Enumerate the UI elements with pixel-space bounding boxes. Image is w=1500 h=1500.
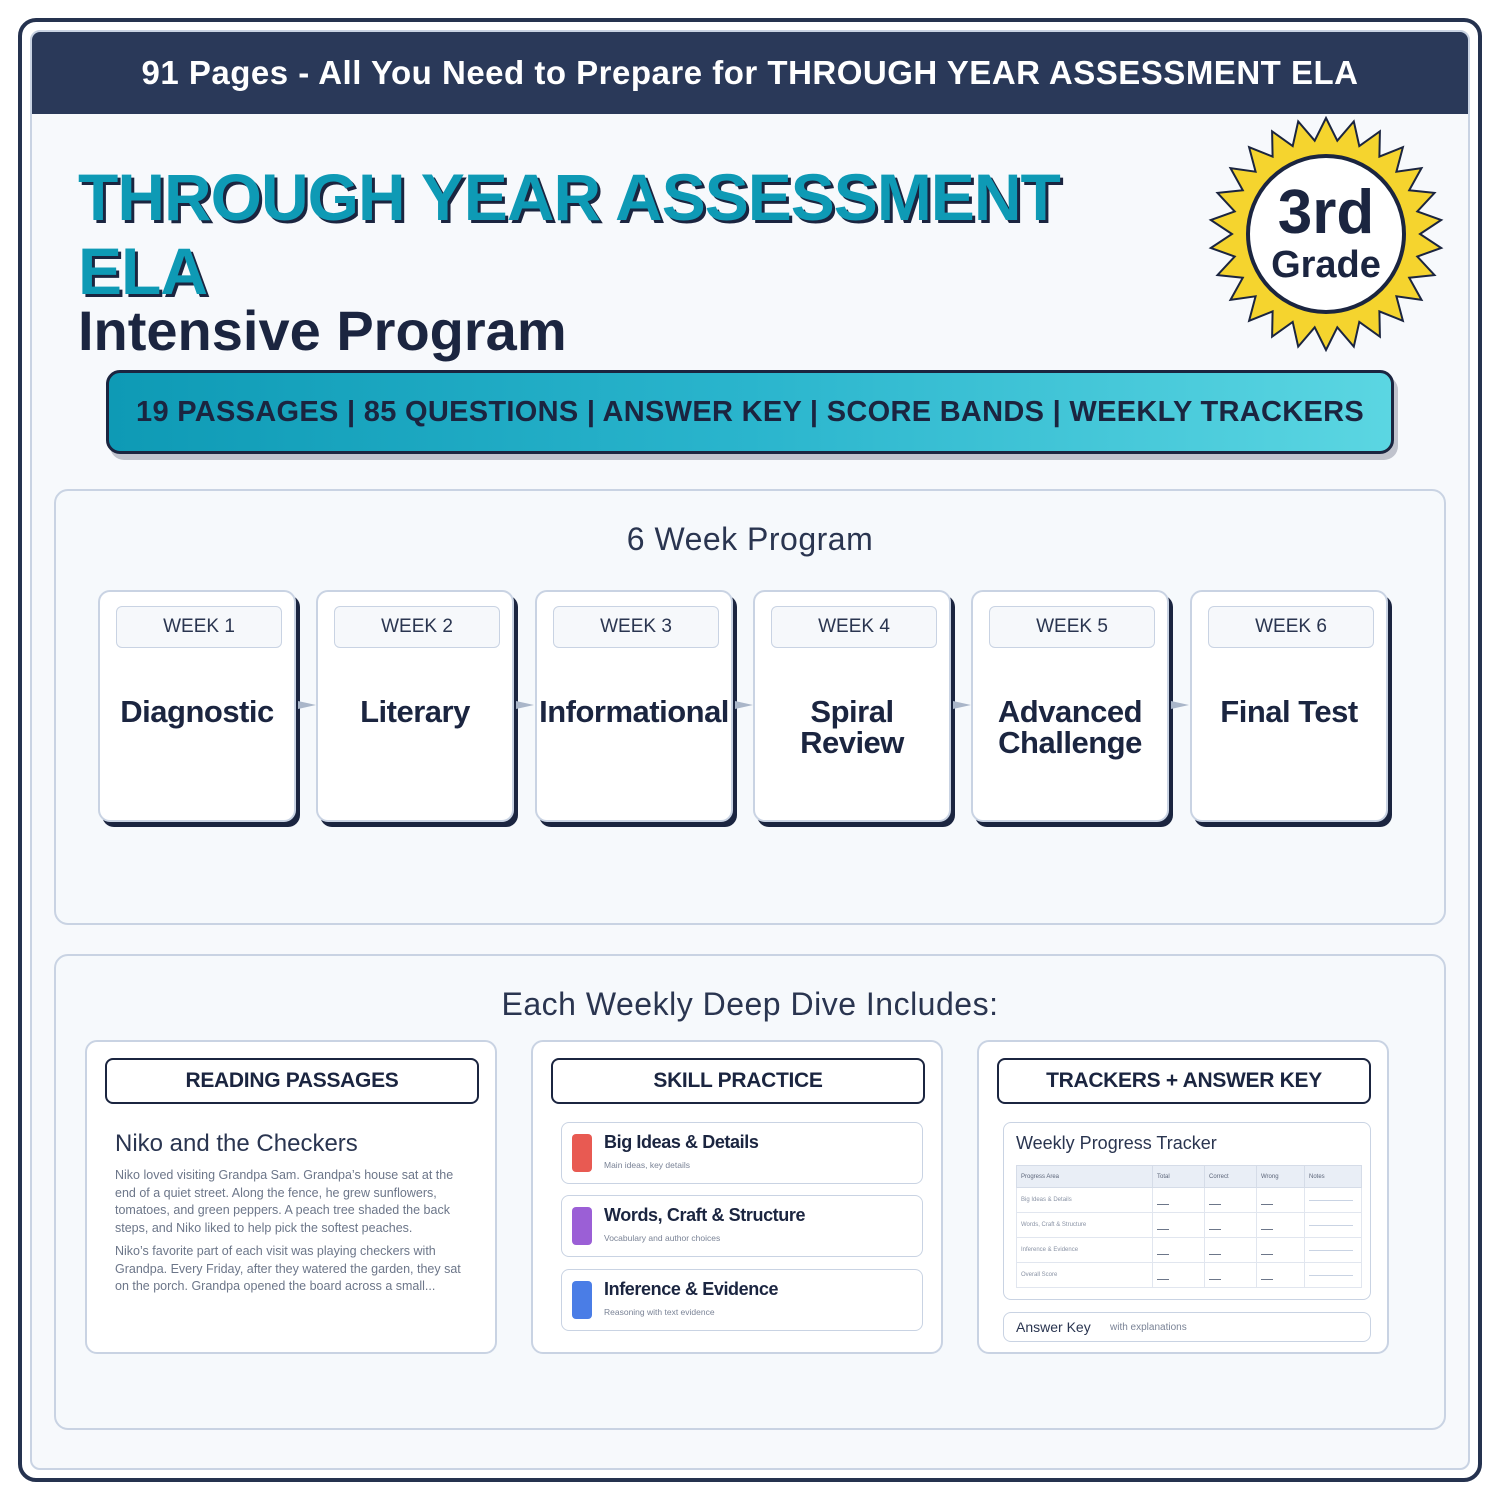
answer-key-row (1003, 1312, 1371, 1342)
week-label: WEEK 3 (553, 606, 719, 648)
skill-name: Big Ideas & Details (604, 1132, 759, 1152)
week-card (1190, 590, 1388, 822)
table-row (1017, 1238, 1362, 1263)
answer-key-subtitle: with explanations (1110, 1322, 1187, 1333)
badge-circle (1246, 154, 1406, 314)
week-name: Literary (360, 694, 470, 729)
features-pill: 19 PASSAGES | 85 QUESTIONS | ANSWER KEY | SCORE BANDS | WEEKLY TRACKERS (106, 370, 1394, 454)
week-label: WEEK 1 (116, 606, 282, 648)
week-card (98, 590, 296, 822)
skill-description: Vocabulary and author choices (604, 1233, 721, 1243)
main-title (78, 160, 1128, 308)
skill-name: Inference & Evidence (604, 1279, 779, 1299)
deep-dive-title: Each Weekly Deep Dive Includes: (501, 986, 999, 1022)
program-title: 6 Week Program (626, 521, 874, 557)
week-card (535, 590, 733, 822)
week-label: WEEK 2 (334, 606, 500, 648)
skill-practice-heading: SKILL PRACTICE (551, 1058, 925, 1104)
skill-color-bar (572, 1207, 592, 1245)
skill-item (561, 1195, 923, 1257)
title-line-2: ELA (78, 234, 207, 308)
table-row (1017, 1263, 1362, 1288)
story-title: Niko and the Checkers (115, 1130, 358, 1157)
week-label: WEEK 4 (771, 606, 937, 648)
row-label: Overall Score (1017, 1263, 1153, 1288)
skill-practice-card (531, 1040, 943, 1354)
tracker-table (1016, 1165, 1362, 1288)
row-label: Inference & Evidence (1017, 1238, 1153, 1263)
row-label: Words, Craft & Structure (1017, 1213, 1153, 1238)
trackers-heading: TRACKERS + ANSWER KEY (997, 1058, 1371, 1104)
skill-item (561, 1269, 923, 1331)
week-card (753, 590, 951, 822)
subtitle: Intensive Program (78, 299, 567, 362)
column-header: Total (1153, 1166, 1205, 1188)
skill-color-bar (572, 1281, 592, 1319)
connector-arrow-icon (953, 701, 971, 709)
skill-color-bar (572, 1134, 592, 1172)
reading-passages-heading: READING PASSAGES (105, 1058, 479, 1104)
top-banner: 91 Pages - All You Need to Prepare for THROUGH YEAR ASSESSMENT ELA (32, 32, 1468, 114)
week-name: Informational (539, 694, 729, 729)
table-row (1017, 1188, 1362, 1213)
week-name: Final Test (1220, 694, 1358, 729)
week-card (971, 590, 1169, 822)
skill-item (561, 1122, 923, 1184)
progress-tracker (1003, 1122, 1371, 1300)
column-header: Wrong (1257, 1166, 1305, 1188)
week-name: Diagnostic (120, 694, 274, 729)
tracker-title: Weekly Progress Tracker (1016, 1133, 1217, 1153)
badge-grade-number: 3rd (1277, 178, 1375, 247)
week-label: WEEK 5 (989, 606, 1155, 648)
story-paragraph-1: Niko loved visiting Grandpa Sam. Grandpa’s house sat at the end of a quiet street. Along the fence, he grew sunflowers, tomatoes, and green peppers. A peach tree shaded the back steps, and Niko liked to help pick the softest peaches. (115, 1168, 454, 1235)
title-line-1: THROUGH YEAR ASSESSMENT (78, 160, 1060, 234)
connector-arrow-icon (1171, 701, 1189, 709)
grade-badge (1208, 116, 1444, 352)
skill-description: Main ideas, key details (604, 1160, 690, 1170)
answer-key-title: Answer Key (1016, 1319, 1091, 1335)
tracker-header-row (1017, 1166, 1362, 1188)
week-name: Spiral Review (800, 694, 904, 760)
column-header: Notes (1305, 1166, 1362, 1188)
reading-passages-card (85, 1040, 497, 1354)
week-label: WEEK 6 (1208, 606, 1374, 648)
skill-description: Reasoning with text evidence (604, 1307, 715, 1317)
column-header: Progress Area (1017, 1166, 1153, 1188)
skill-name: Words, Craft & Structure (604, 1205, 806, 1225)
week-card (316, 590, 514, 822)
story-paragraph-2: Niko’s favorite part of each visit was playing checkers with Grandpa. Every Friday, after they watered the garden, they sat on the porch. Grandpa opened the board across a small... (115, 1244, 461, 1293)
row-label: Big Ideas & Details (1017, 1188, 1153, 1213)
connector-arrow-icon (298, 701, 316, 709)
badge-grade-word: Grade (1271, 244, 1381, 286)
week-name: Advanced Challenge (997, 694, 1143, 760)
trackers-card (977, 1040, 1389, 1354)
column-header: Correct (1205, 1166, 1257, 1188)
connector-arrow-icon (516, 701, 534, 709)
connector-arrow-icon (735, 701, 753, 709)
table-row (1017, 1213, 1362, 1238)
